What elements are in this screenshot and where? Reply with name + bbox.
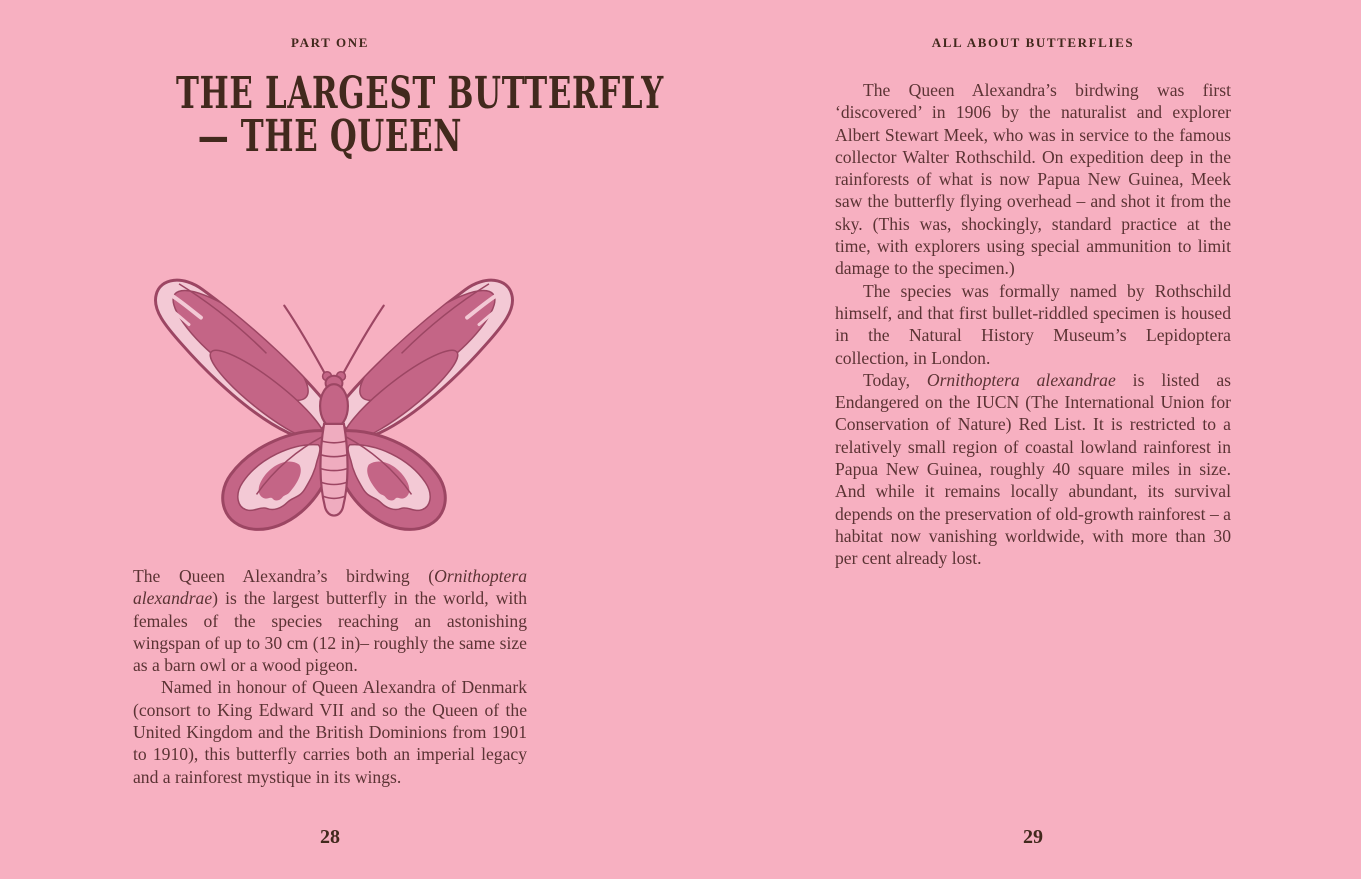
- left-body-text: [133, 565, 527, 788]
- text-segment: Named in honour of Queen Alexandra of Denmark (consort to King Edward VII and so the Queen of the United Kingdom and the British Dominions from 1901 to 1910), this butterfly carries both an imperial legacy and a rainforest mystique in its wings.: [133, 677, 527, 787]
- queen-alexandra-birdwing-butterfly-icon: [135, 260, 533, 558]
- right-page: [681, 0, 1361, 879]
- page-number-right: 29: [1023, 826, 1043, 848]
- text-segment: The Queen Alexandra’s birdwing was first ‘discovered’ in 1906 by the naturalist and explorer Albert Stewart Meek, who was in service to the famous collector Walter Rothschild. On expedition deep in the rainforests of what is now Papua New Guinea, Meek saw the butterfly flying overhead – and shot it from the sky. (This was, shockingly, standard practice at the time, with explorers using special ammunition to limit damage to the specimen.): [835, 80, 1231, 279]
- running-head-right: ALL ABOUT BUTTERFLIES: [931, 35, 1135, 50]
- body-paragraph: [835, 280, 1231, 369]
- body-paragraph: [133, 676, 527, 787]
- text-segment: ) is the largest butterfly in the world, with females of the species reaching an astonishing wingspan of up to 30 cm (12 in)– roughly the same size as a barn owl or a wood pigeon.: [133, 588, 527, 676]
- body-paragraph: [835, 369, 1231, 570]
- left-page: [0, 0, 680, 879]
- page-number-left: 28: [320, 826, 340, 848]
- text-segment: The species was formally named by Rothschild himself, and that first bullet-riddled specimen is housed in the Natural History Museum’s Lepidoptera collection, in London.: [835, 280, 1231, 368]
- right-body-text: [835, 79, 1231, 570]
- species-name-italic: Ornithoptera alexandrae: [926, 369, 1116, 390]
- body-paragraph: [133, 565, 527, 676]
- body-paragraph: [835, 79, 1231, 280]
- chapter-title-line-1: THE LARGEST BUTTERFLY: [176, 68, 664, 119]
- butterfly-illustration: [135, 260, 533, 558]
- chapter-title: [110, 68, 664, 162]
- text-segment: The Queen Alexandra’s birdwing (: [133, 566, 435, 586]
- chapter-title-line-2: — THE QUEEN: [197, 111, 463, 162]
- running-head-left: PART ONE: [291, 35, 369, 50]
- species-name-italic: Ornithoptera alexandrae: [133, 566, 527, 609]
- text-segment: is listed as Endangered on the IUCN (The International Union for Conservation of Nature) Red List. It is restricted to a relatively small region of coastal lowland rainforest in Papua New Guinea, roughly 40 square miles in size. And while it remains locally abundant, its survival depends on the preservation of old-growth rainforest – a habitat now vanishing worldwide, with more than 30 per cent already lost.: [835, 369, 1231, 569]
- text-segment: Today,: [863, 369, 927, 390]
